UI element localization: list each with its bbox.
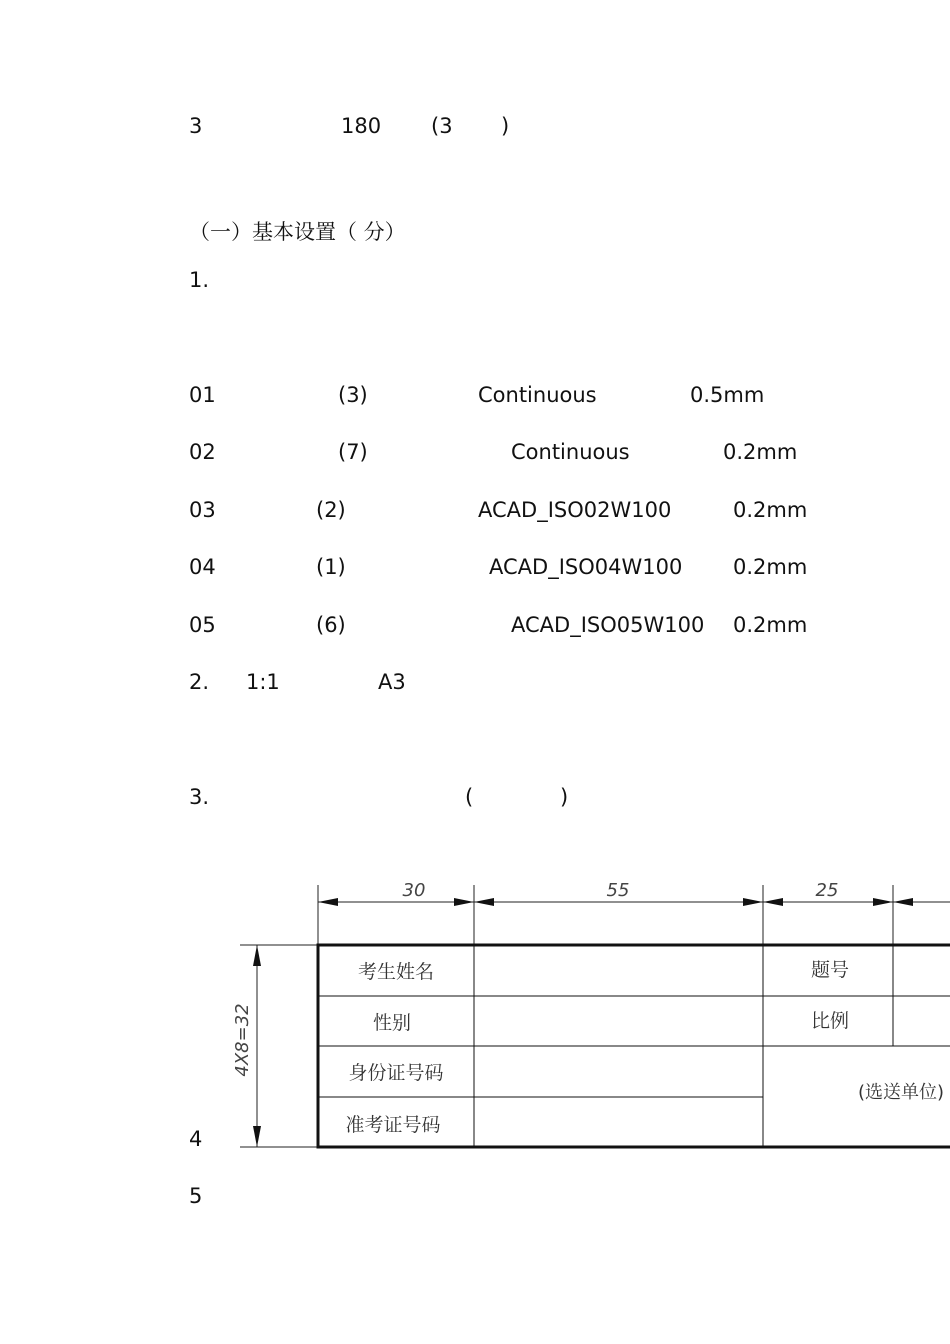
header-close: ) — [501, 114, 510, 138]
layer-name: 02 — [189, 440, 216, 464]
layer-color: (2) — [316, 498, 346, 522]
item-2-paper: A3 — [378, 670, 406, 694]
item-2-scale: 1:1 — [246, 670, 280, 694]
layer-width: 0.2mm — [733, 498, 808, 522]
item-4: 4 — [189, 1127, 203, 1151]
layer-name: 01 — [189, 383, 216, 407]
layer-width: 0.2mm — [723, 440, 798, 464]
layer-name: 04 — [189, 555, 216, 579]
label-gender: 性别 — [372, 1012, 412, 1034]
label-id-number: 身份证号码 — [348, 1062, 444, 1084]
header-num: 3 — [189, 114, 203, 138]
dim-text-30: 30 — [402, 880, 426, 901]
label-exam-number: 准考证号码 — [345, 1114, 441, 1136]
layer-linetype: ACAD_ISO04W100 — [489, 555, 683, 579]
header-paren: (3 — [431, 114, 453, 138]
layer-color: (3) — [338, 383, 368, 407]
dim-text-height: 4X8=32 — [232, 1003, 253, 1077]
layer-color: (6) — [316, 613, 346, 637]
item-3-paren-close: ) — [560, 785, 569, 809]
label-sending-unit: (选送单位) — [858, 1082, 945, 1103]
layer-width: 0.2mm — [733, 555, 808, 579]
layer-width: 0.5mm — [690, 383, 765, 407]
header-value: 180 — [341, 114, 382, 138]
item-3-paren-open: ( — [465, 785, 474, 809]
item-1: 1. — [189, 268, 210, 292]
layer-name: 05 — [189, 613, 216, 637]
layer-color: (7) — [338, 440, 368, 464]
layer-linetype: Continuous — [478, 383, 597, 407]
dim-text-55: 55 — [606, 880, 630, 901]
layer-color: (1) — [316, 555, 346, 579]
item-5: 5 — [189, 1184, 203, 1208]
section-title: （一）基本设置（ 分） — [189, 220, 406, 244]
label-question-number: 题号 — [810, 959, 850, 981]
item-2-num: 2. — [189, 670, 210, 694]
item-3-num: 3. — [189, 785, 210, 809]
dim-text-25: 25 — [815, 880, 839, 901]
layer-width: 0.2mm — [733, 613, 808, 637]
layer-linetype: Continuous — [511, 440, 630, 464]
label-examinee-name: 考生姓名 — [357, 961, 435, 983]
layer-linetype: ACAD_ISO05W100 — [511, 613, 705, 637]
layer-linetype: ACAD_ISO02W100 — [478, 498, 672, 522]
layer-name: 03 — [189, 498, 216, 522]
label-scale: 比例 — [810, 1010, 850, 1032]
